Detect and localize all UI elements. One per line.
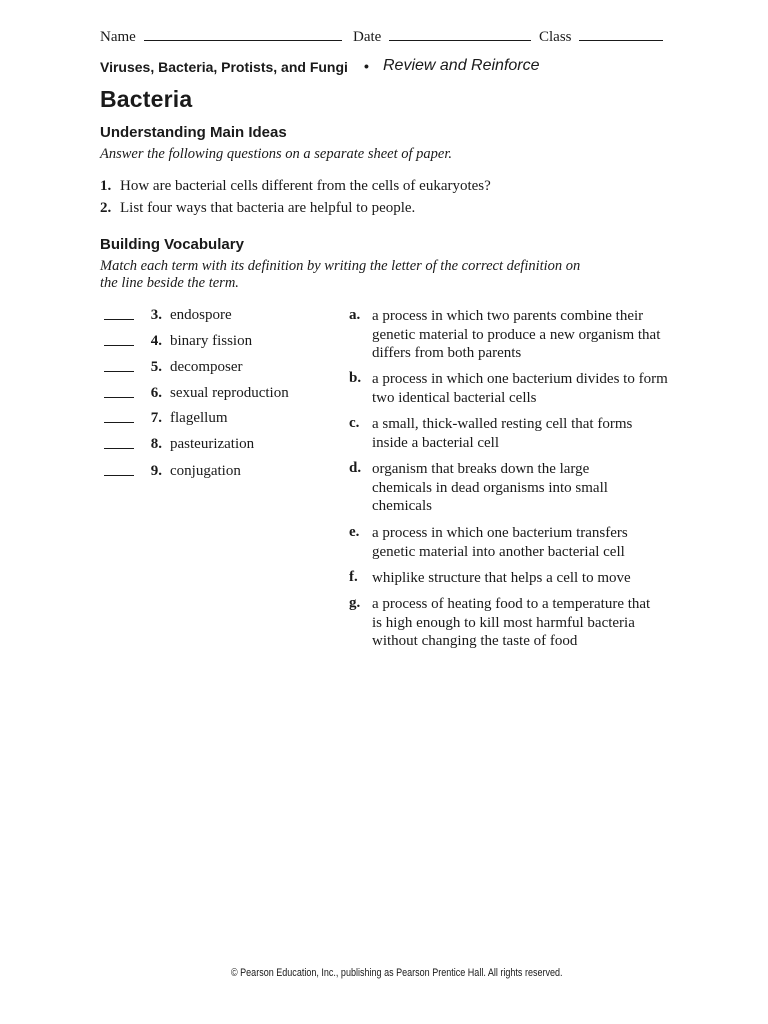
- class-label: Class: [539, 29, 572, 45]
- main-ideas-heading: Understanding Main Ideas: [100, 124, 287, 141]
- term-number: 7.: [150, 410, 162, 426]
- definition-letter: c.: [349, 415, 360, 431]
- definition-letter: a.: [349, 307, 361, 323]
- definition-text: a process of heating food to a temperature that is high enough to kill most harmful bacteria without changing the taste of food: [372, 596, 651, 649]
- vocabulary-instructions-line2: the line beside the term.: [100, 275, 239, 291]
- term-number: 3.: [150, 307, 162, 323]
- definition-letter: e.: [349, 524, 360, 540]
- term-number: 8.: [150, 436, 162, 452]
- copyright-footer: © Pearson Education, Inc., publishing as Pearson Prentice Hall. All rights reserved.: [231, 967, 563, 979]
- class-line[interactable]: [579, 26, 663, 41]
- term-number: 5.: [150, 359, 162, 375]
- answer-blank[interactable]: [104, 385, 134, 398]
- name-line[interactable]: [144, 26, 342, 41]
- definition-text: whiplike structure that helps a cell to move: [372, 570, 631, 586]
- date-field: [353, 26, 531, 46]
- chapter-title: Viruses, Bacteria, Protists, and Fungi: [100, 59, 348, 75]
- definition-letter: g.: [349, 595, 361, 611]
- answer-blank[interactable]: [104, 436, 134, 449]
- term-text: sexual reproduction: [170, 385, 289, 401]
- definition-letter: b.: [349, 370, 362, 386]
- name-field: [100, 26, 342, 46]
- class-field: [539, 26, 663, 46]
- term-number: 4.: [150, 333, 162, 349]
- question-text: List four ways that bacteria are helpful to people.: [120, 200, 416, 216]
- definition-text: a process in which one bacterium transfers genetic material into another bacterial cell: [372, 525, 628, 560]
- definition-letter: f.: [349, 569, 358, 585]
- chapter-subtitle: Review and Reinforce: [383, 57, 540, 74]
- question-text: How are bacterial cells different from the cells of eukaryotes?: [120, 178, 491, 194]
- page-title: Bacteria: [100, 86, 193, 112]
- definition-letter: d.: [349, 460, 362, 476]
- question-number: 1.: [100, 178, 112, 194]
- term-text: flagellum: [170, 410, 228, 426]
- name-label: Name: [100, 29, 136, 45]
- main-ideas-instructions: Answer the following questions on a separate sheet of paper.: [100, 146, 453, 162]
- term-text: binary fission: [170, 333, 253, 349]
- date-line[interactable]: [389, 26, 531, 41]
- term-text: decomposer: [170, 359, 243, 375]
- answer-blank[interactable]: [104, 307, 134, 320]
- vocabulary-heading: Building Vocabulary: [100, 236, 244, 253]
- definition-text: a small, thick-walled resting cell that forms inside a bacterial cell: [372, 416, 633, 451]
- definition-text: a process in which one bacterium divides to form two identical bacterial cells: [372, 371, 668, 406]
- question-number: 2.: [100, 200, 112, 216]
- term-number: 6.: [150, 385, 162, 401]
- definition-text: a process in which two parents combine their genetic material to produce a new organism that differs from both parents: [372, 308, 661, 361]
- answer-blank[interactable]: [104, 463, 134, 476]
- term-number: 9.: [150, 463, 162, 479]
- definition-text: organism that breaks down the large chemicals in dead organisms into small chemicals: [372, 461, 608, 514]
- term-text: endospore: [170, 307, 232, 323]
- answer-blank[interactable]: [104, 333, 134, 346]
- answer-blank[interactable]: [104, 410, 134, 423]
- answer-blank[interactable]: [104, 359, 134, 372]
- vocabulary-instructions-line1: Match each term with its definition by writing the letter of the correct definition on: [100, 258, 581, 274]
- date-label: Date: [353, 29, 382, 45]
- term-text: conjugation: [170, 463, 241, 479]
- chapter-bullet: •: [364, 58, 369, 74]
- term-text: pasteurization: [170, 436, 255, 452]
